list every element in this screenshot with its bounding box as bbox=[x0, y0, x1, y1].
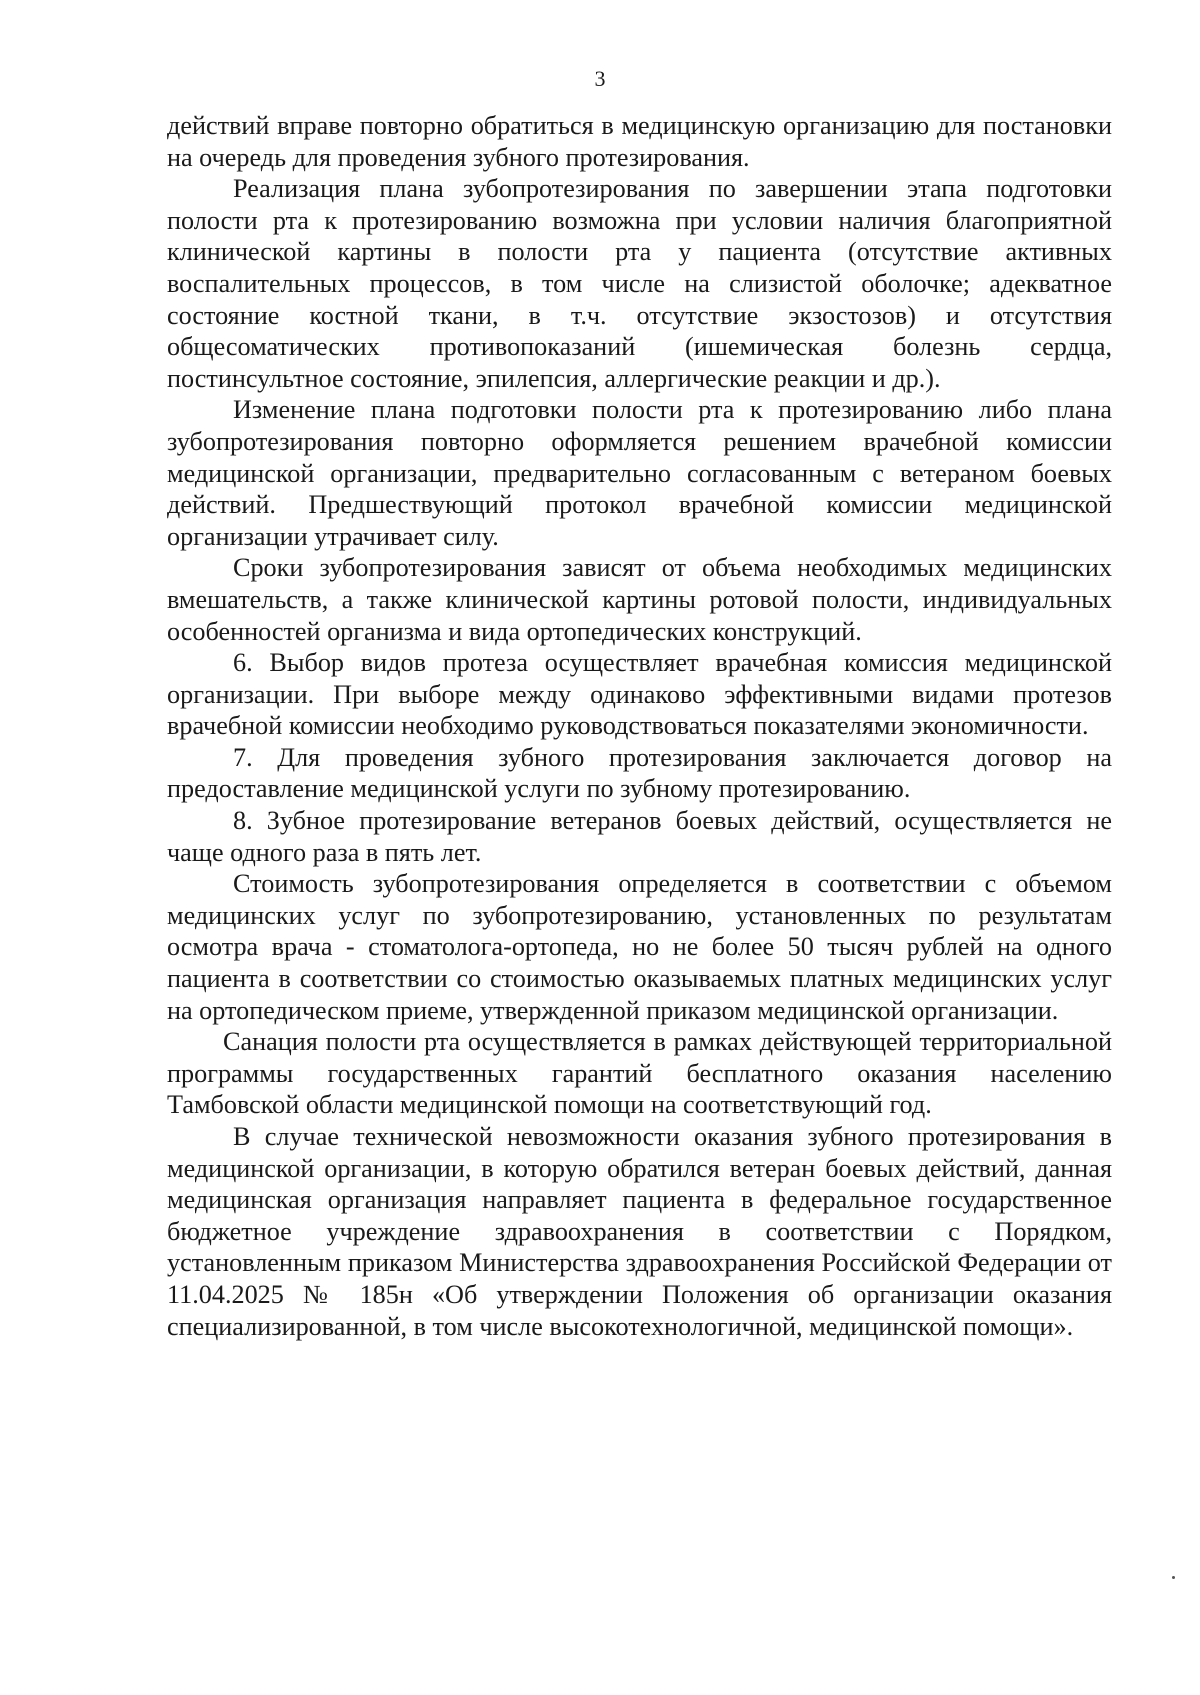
paragraph-cost: Стоимость зубопротезирования определяется в соответствии с объемом медицинских услуг по зубопротезированию, установленных по результатам осмотра врача - стоматолога-ортопеда, но не более 50 тысяч рублей на одного пациента в соответствии со стоимостью оказываемых платных медицинских услуг на ортопедическом приеме, утвержденной приказом медицинской организации. bbox=[167, 869, 1112, 1025]
paragraph-item-7: 7. Для проведения зубного протезирования заключается договор на предоставление медицинской услуги по зубному протезированию. bbox=[167, 742, 1112, 804]
paragraph-item-6: 6. Выбор видов протеза осуществляет врачебная комиссия медицинской организации. При выборе между одинаково эффективными видами протезов врачебной комиссии необходимо руководствоваться показателями экономичности. bbox=[167, 648, 1112, 741]
document-body bbox=[167, 110, 1112, 1342]
paragraph-terms: Сроки зубопротезирования зависят от объема необходимых медицинских вмешательств, а также клинической картины ротовой полости, индивидуальных особенностей организма и вида ортопедических конструкций. bbox=[167, 553, 1112, 646]
paragraph-implementation: Реализация плана зубопротезирования по завершении этапа подготовки полости рта к протезированию возможна при условии наличия благоприятной клинической картины в полости рта у пациента (отсутствие активных воспалительных процессов, в том числе на слизистой оболочке; адекватное состояние костной ткани, в т.ч. отсутствие экзостозов) и отсутствия общесоматических противопоказаний (ишемическая болезнь сердца, постинсультное состояние, эпилепсия, аллергические реакции и др.). bbox=[167, 174, 1112, 393]
paragraph-plan-change: Изменение плана подготовки полости рта к протезированию либо плана зубопротезирования повторно оформляется решением врачебной комиссии медицинской организации, предварительно согласованным с ветераном боевых действий. Предшествующий протокол врачебной комиссии медицинской организации утрачивает силу. bbox=[167, 395, 1112, 551]
paragraph-referral: В случае технической невозможности оказания зубного протезирования в медицинской организации, в которую обратился ветеран боевых действий, данная медицинская организация направляет пациента в федеральное государственное бюджетное учреждение здравоохранения в соответствии с Порядком, установленным приказом Министерства здравоохранения Российской Федерации от 11.04.2025 № 185н «Об утверждении Положения об организации оказания специализированной, в том числе высокотехнологичной, медицинской помощи». bbox=[167, 1122, 1112, 1341]
paragraph-continuation: действий вправе повторно обратиться в медицинскую организацию для постановки на очередь для проведения зубного протезирования. bbox=[167, 111, 1112, 172]
paragraph-item-8: 8. Зубное протезирование ветеранов боевых действий, осуществляется не чаще одного раза в пять лет. bbox=[167, 806, 1112, 867]
paragraph-sanitation: Санация полости рта осуществляется в рамках действующей территориальной программы государственных гарантий бесплатного оказания населению Тамбовской области медицинской помощи на соответствующий год. bbox=[167, 1027, 1112, 1120]
scan-speck bbox=[1172, 1576, 1175, 1579]
page-number: 3 bbox=[594, 66, 606, 91]
